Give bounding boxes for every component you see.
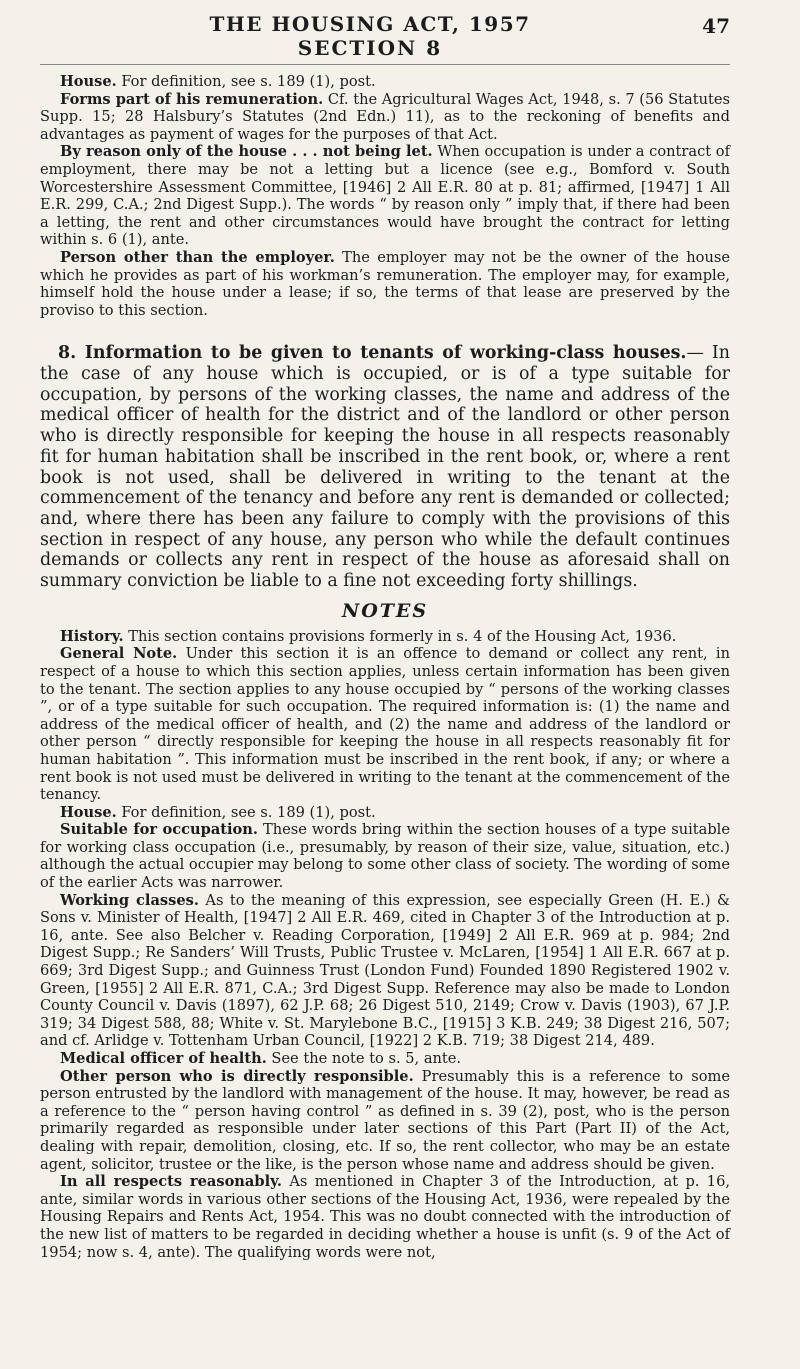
note-paragraph — [40, 804, 730, 822]
page-header — [40, 0, 730, 60]
note-heading: Medical officer of health. — [60, 1050, 267, 1067]
note-text: For definition, see s. 189 (1), post. — [116, 803, 376, 821]
note-paragraph — [40, 1173, 730, 1261]
section-paragraph — [40, 343, 730, 591]
note-paragraph — [40, 249, 730, 319]
note-text: This section contains provisions formerly in s. 4 of the Housing Act, 1936. — [123, 627, 677, 645]
note-paragraph — [40, 73, 730, 91]
note-heading: General Note. — [60, 645, 178, 663]
running-title: THE HOUSING ACT, 1957 — [209, 12, 531, 36]
note-text: When occupation is under a contract of employment, there may be not a letting but a licence (see e.g., Bomford v. South Worcestershire Assessment Committee, [1946] 2 All E.R. 80 at p. 81; affirmed, [1947] 1 All E.R. 299, C.A.; 2nd Digest Supp.). The words “ by reason only ” imply that, if there had been a letting, the rent and other circumstances would have brought the contract for letting within s. 6 (1), ante. — [40, 143, 730, 249]
note-heading: History. — [60, 627, 124, 645]
note-text: These words bring within the section houses of a type suitable for working class occupation (i.e., presumably, by reason of their size, value, situation, etc.) although the actual occupier may belong to some other class of society. The wording of some of the earlier Acts was narrower. — [40, 821, 730, 892]
page-number: 47 — [702, 14, 730, 38]
note-text: For definition, see s. 189 (1), post. — [116, 73, 376, 90]
notes-heading: NOTES — [341, 599, 429, 622]
note-paragraph — [40, 1050, 730, 1068]
section-number: SECTION 8 — [297, 36, 443, 60]
note-paragraph — [40, 143, 730, 249]
note-heading: Suitable for occupation. — [60, 821, 258, 839]
note-paragraph — [40, 821, 730, 891]
section-heading: 8. Information to be given to tenants of working-class houses. — [58, 343, 687, 364]
note-text: The employer may not be the owner of the house which he provides as part of his workman’s remuneration. The employer may, for example, himself hold the house under a lease; if so, the terms of that lease are preserved by the proviso to this section. — [40, 248, 730, 319]
notes-list — [40, 628, 730, 1261]
note-heading: By reason only of the house . . . not being let. — [60, 143, 433, 161]
note-paragraph — [40, 645, 730, 803]
preceding-notes — [40, 73, 730, 319]
section-8-text — [40, 343, 730, 591]
note-text: Cf. the Agricultural Wages Act, 1948, s. 7 (56 Statutes Supp. 15; 28 Halsbury’s Statutes (2nd Edn.) 11), as to the reckoning of benefits and advantages as payment of wages for the purposes of that Act. — [40, 90, 730, 143]
note-text: See the note to s. 5, ante. — [266, 1050, 462, 1067]
note-text: Under this section it is an offence to demand or collect any rent, in respect of a house to which this section applies, unless certain information has been given to the tenant. The section applies to any house occupied by “ persons of the working classes ”, or of a type suitable for such occupation. The required information is: (1) the name and address of the medical officer of health, and (2) the name and address of the landlord or other person “ directly responsible for keeping the house in all respects reasonably fit for human habitation ”. This information must be inscribed in the rent book, if any; or where a rent book is not used must be delivered in writing to the tenant at the commencement of the tenancy. — [40, 645, 731, 804]
section-body: — In the case of any house which is occupied, or is of a type suitable for occupation, by persons of the working classes, the name and address of the medical officer of health for the district and of the landlord or other person who is directly responsible for keeping the house in all respects reasonably fit for human habitation shall be inscribed in the rent book, or, where a rent book is not used, shall be delivered in writing to the tenant at the commencement of the tenancy and before any rent is demanded or collected; and, where there has been any failure to comply with the provisions of this section in respect of any house, any person who while the default continues demands or collects any rent in respect of the house as aforesaid shall on summary conviction be liable to a fine not exceeding forty shillings. — [40, 343, 730, 592]
note-heading: Working classes. — [60, 891, 199, 909]
note-paragraph — [40, 892, 730, 1050]
note-heading: In all respects reasonably. — [60, 1173, 283, 1191]
note-heading: Other person who is directly responsible. — [60, 1067, 414, 1085]
note-paragraph — [40, 1068, 730, 1174]
note-text: As to the meaning of this expression, see especially Green (H. E.) & Sons v. Minister of Health, [1947] 2 All E.R. 469, cited in Chapter 3 of the Introduction at p. 16, ante. See also Belcher v. Reading Corporation, [1949] 2 All E.R. 969 at p. 984; 2nd Digest Supp.; Re Sanders’ Will Trusts, Public Trustee v. McLaren, [1954] 1 All E.R. 667 at p. 669; 3rd Digest Supp.; and Guinness Trust (London Fund) Founded 1890 Registered 1902 v. Green, [1955] 2 All E.R. 871, C.A.; 3rd Digest Supp. Reference may also be made to London County Council v. Davis (1897), 62 J.P. 68; 26 Digest 510, 2149; Crow v. Davis (1903), 67 J.P. 319; 34 Digest 588, 88; White v. St. Marylebone B.C., [1915] 3 K.B. 249; 38 Digest 216, 507; and cf. Arlidge v. Tottenham Urban Council, [1922] 2 K.B. 719; 38 Digest 214, 489. — [40, 891, 730, 1050]
note-heading: House. — [60, 803, 117, 821]
note-paragraph — [40, 628, 730, 646]
note-text: As mentioned in Chapter 3 of the Introduction, at p. 16, ante, similar words in various other sections of the Housing Act, 1936, were repealed by the Housing Repairs and Rents Act, 1954. This was no doubt connected with the introduction of the new list of matters to be regarded in deciding whether a house is unfit (s. 9 of the Act of 1954; now s. 4, ante). The qualifying words were not, — [40, 1173, 730, 1261]
note-heading: Forms part of his remuneration. — [60, 90, 324, 108]
note-text: Presumably this is a reference to some person entrusted by the landlord with management of the house. It may, however, be read as a reference to the “ person having control ” as defined in s. 39 (2), post, who is the person primarily regarded as responsible under later sections of this Part (Part II) of the Act, dealing with repair, demolition, closing, etc. If so, the rent collector, who may be an estate agent, solicitor, trustee or the like, is the person whose name and address should be given. — [40, 1067, 730, 1173]
note-heading: Person other than the employer. — [60, 248, 335, 266]
header-rule — [40, 64, 730, 65]
note-heading: House. — [60, 73, 117, 90]
note-paragraph — [40, 91, 730, 144]
